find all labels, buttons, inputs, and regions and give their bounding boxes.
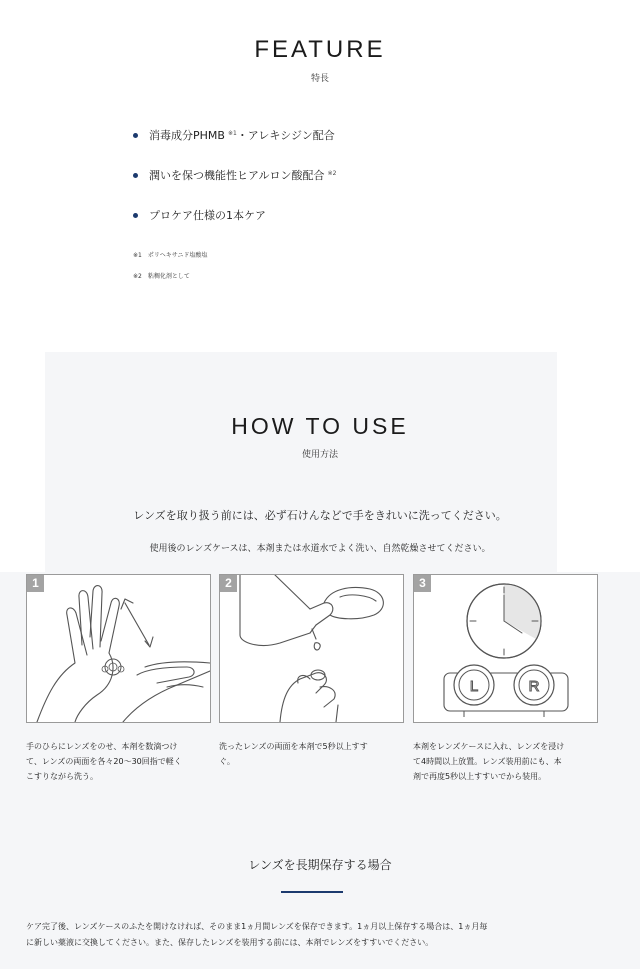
storage-text-line: ケア完了後、レンズケースのふたを開けなければ、そのまま1ヵ月間レンズを保存できます。1ヵ月以上保存する場合は、1ヵ月毎: [26, 922, 488, 931]
bottle-rinse-icon: [220, 575, 403, 722]
footnote-2: ※2 粘稠化剤として: [133, 273, 190, 280]
how-to-use-intro: レンズを取り扱う前には、必ず石けんなどで手をきれいに洗ってください。: [133, 509, 507, 522]
case-label-right: R: [528, 678, 540, 695]
step-3-description: [413, 739, 603, 784]
clock-lens-case-icon: [414, 575, 597, 722]
feature-item-text: プロケア仕様の1本ケア: [149, 209, 266, 222]
feature-item-footnote-mark: ※2: [327, 169, 337, 177]
bullet-icon: [133, 173, 138, 178]
feature-item-footnote-mark: ※1: [227, 129, 237, 137]
storage-title: レンズを長期保存する場合: [248, 858, 392, 872]
feature-item-1: [133, 127, 335, 143]
step-text-line: こすりながら洗う。: [26, 772, 98, 781]
step-text-line: ぐ。: [219, 757, 235, 766]
step-2-illustration: [219, 574, 404, 723]
step-1-illustration: [26, 574, 211, 723]
how-to-use-background: [45, 352, 557, 572]
footnote-1: ※1 ポリヘキサニド塩酸塩: [133, 252, 208, 259]
bullet-icon: [133, 133, 138, 138]
feature-item-suffix: ・アレキシジン配合: [236, 129, 335, 142]
bullet-icon: [133, 213, 138, 218]
how-to-use-title: HOW TO USE: [231, 413, 409, 439]
feature-item-2: [133, 167, 336, 183]
step-text-line: て、レンズの両面を各々20～30回指で軽く: [26, 757, 182, 766]
step-number: 3: [414, 575, 431, 592]
storage-text-line: に新しい薬液に交換してください。また、保存したレンズを装用する前には、本剤でレンズをすすいでください。: [26, 938, 434, 947]
feature-title: FEATURE: [254, 36, 386, 63]
step-text-line: 洗ったレンズの両面を本剤で5秒以上すす: [219, 742, 368, 751]
step-3-illustration: [413, 574, 598, 723]
how-to-use-subtitle: 使用方法: [301, 450, 338, 460]
storage-description: [26, 919, 616, 951]
feature-item-3: [133, 207, 266, 223]
step-text-line: 剤で再度5秒以上すすいでから装用。: [413, 772, 547, 781]
step-text-line: 本剤をレンズケースに入れ、レンズを浸け: [413, 742, 565, 751]
hand-washing-icon: [27, 575, 210, 722]
step-number: 1: [27, 575, 44, 592]
step-2-description: [219, 739, 409, 769]
feature-item-text: 消毒成分PHMB: [149, 129, 225, 142]
feature-item-text: 潤いを保つ機能性ヒアルロン酸配合: [149, 169, 325, 182]
step-number: 2: [220, 575, 237, 592]
feature-subtitle: 特長: [310, 74, 329, 84]
step-text-line: て4時間以上放置。レンズ装用前にも、本: [413, 757, 562, 766]
case-label-left: L: [469, 678, 479, 695]
how-to-use-note: 使用後のレンズケースは、本剤または水道水でよく洗い、自然乾燥させてください。: [149, 544, 491, 554]
step-1-description: [26, 739, 216, 784]
title-divider: [281, 891, 343, 893]
step-text-line: 手のひらにレンズをのせ、本剤を数滴つけ: [26, 742, 178, 751]
